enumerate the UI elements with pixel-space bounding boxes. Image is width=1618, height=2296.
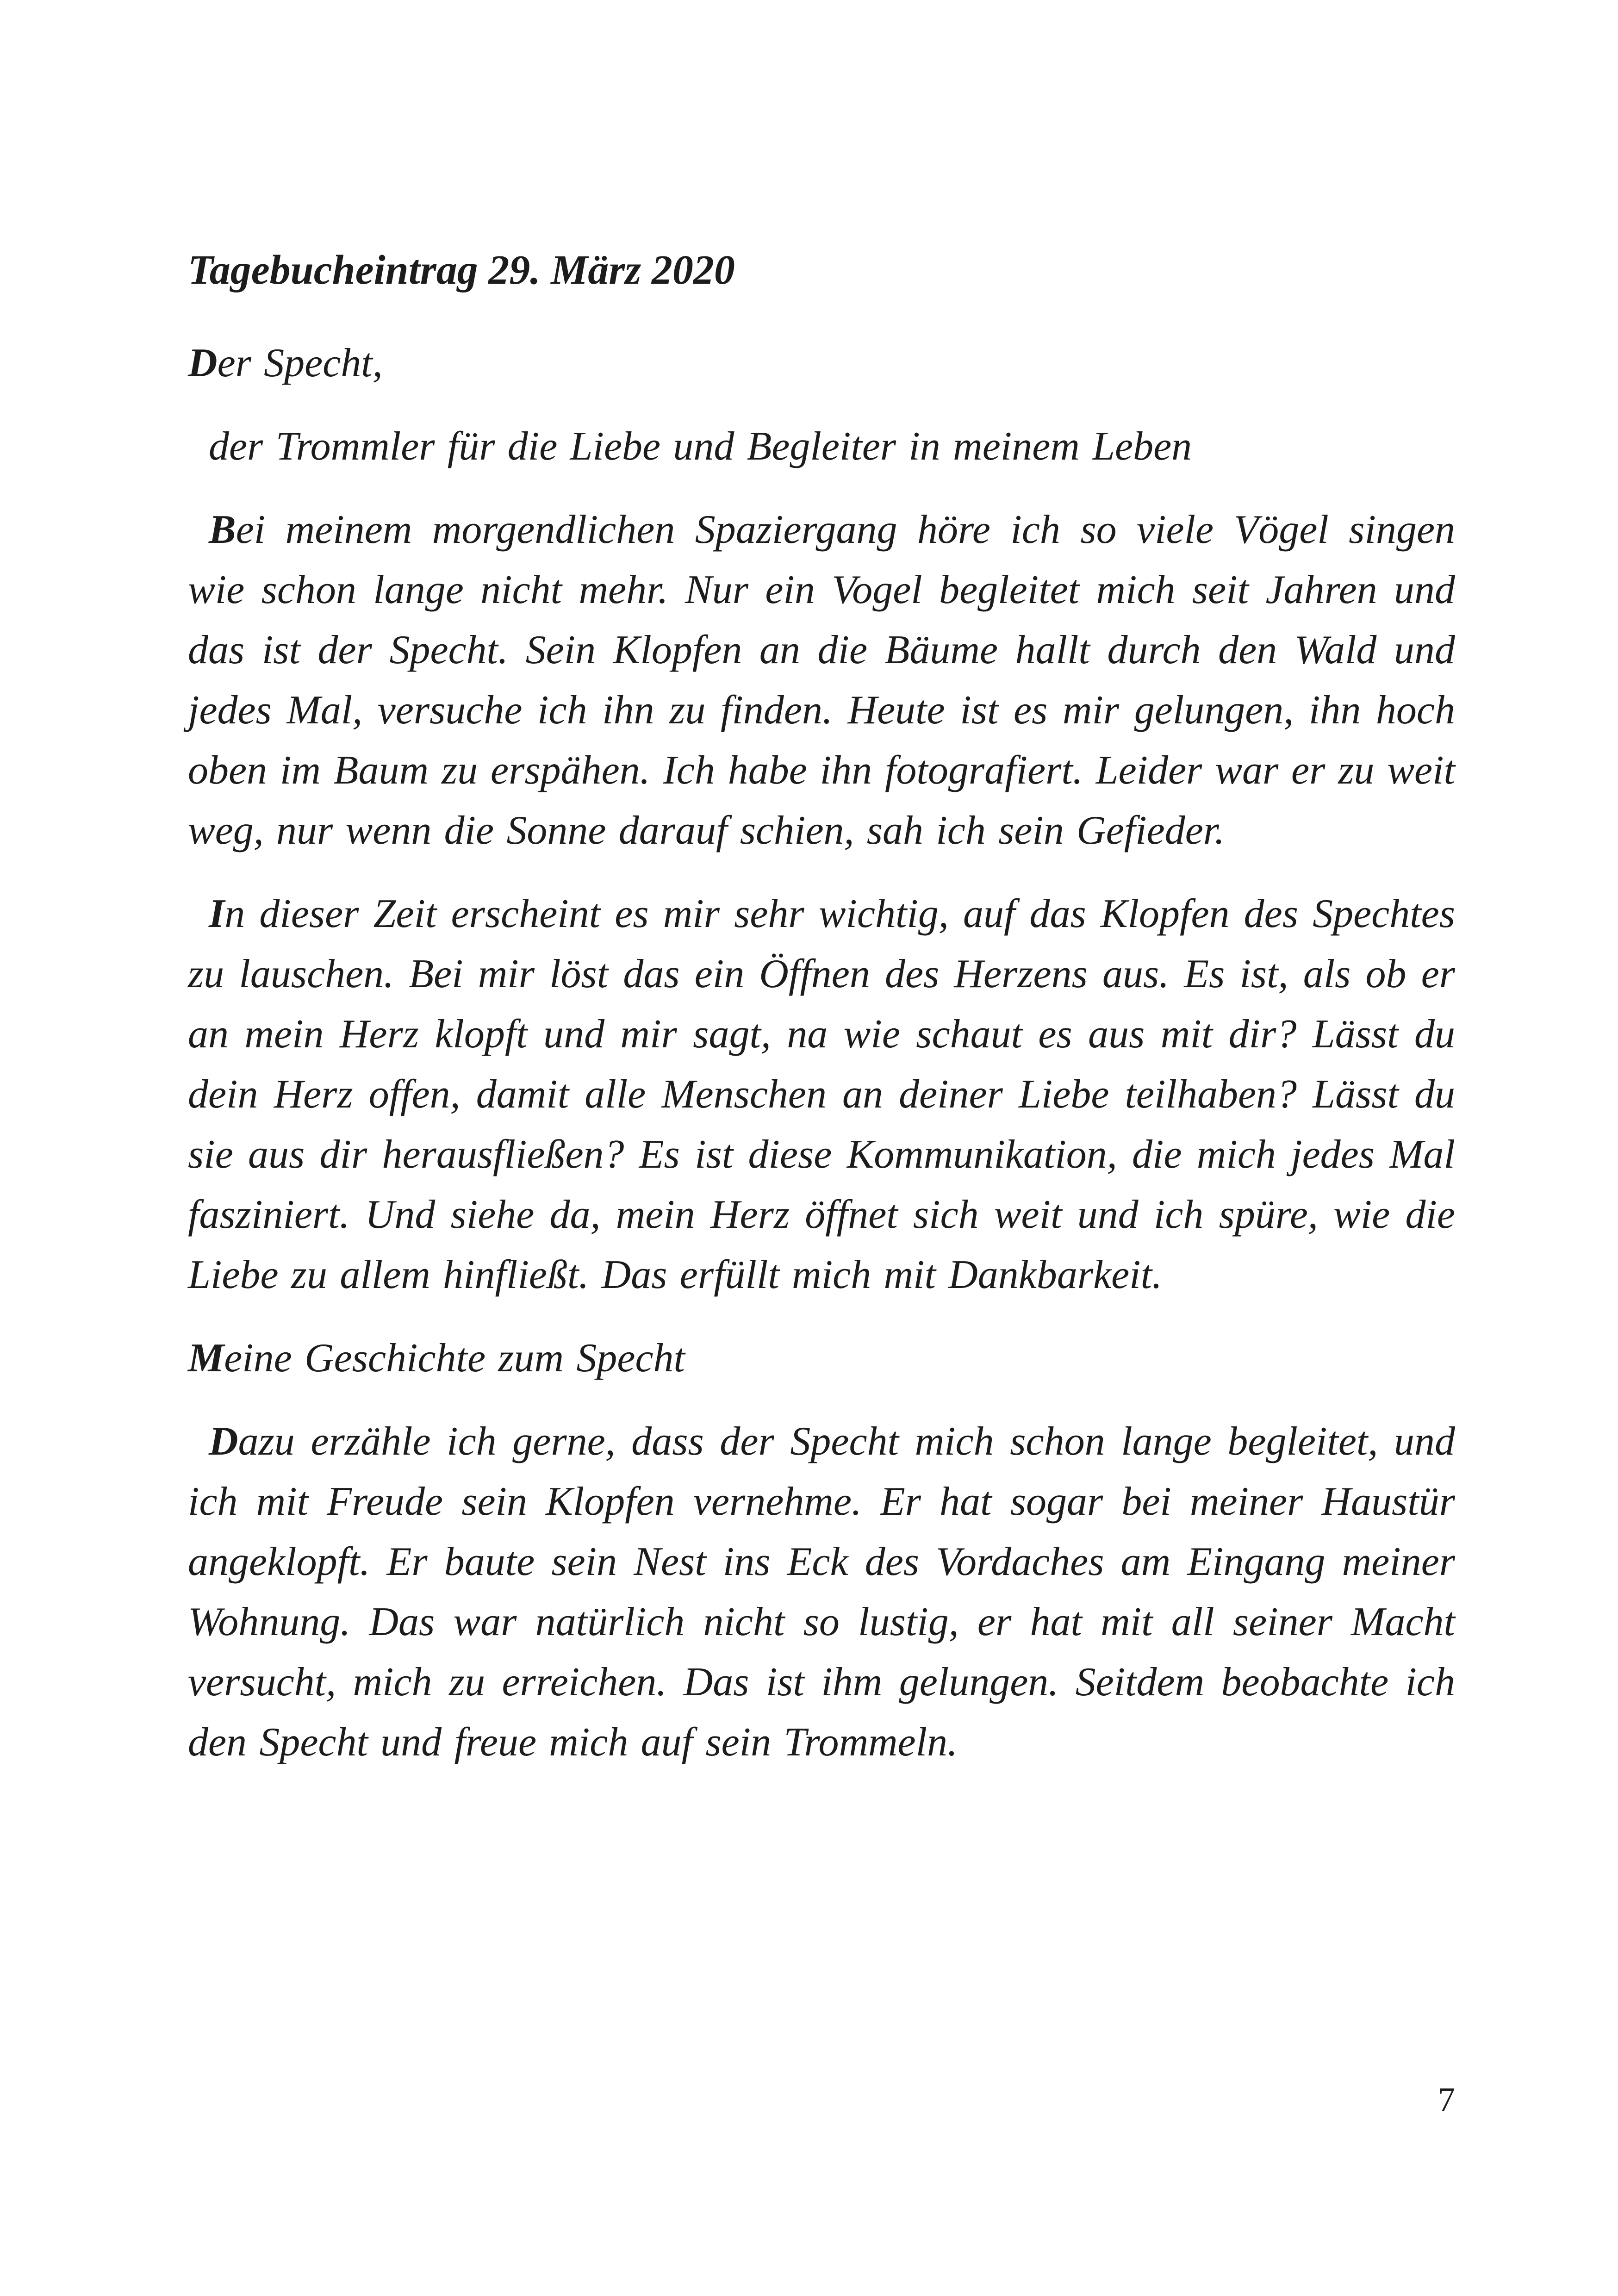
subtitle-text: der Trommler für die Liebe und Begleiter in meinem Leben [209, 424, 1192, 469]
drop-cap: D [209, 1419, 238, 1464]
section-heading [188, 1328, 1455, 1388]
drop-cap: D [188, 341, 218, 386]
paragraph-text: ei meinem morgendlichen Spaziergang höre ich so viele Vögel singen wie schon lange nicht mehr. Nur ein Vogel begleitet mich seit Jahren und das ist der Specht. Sein Klopfen an die Bäume hallt durch den Wald und jedes Mal, versuche ich ihn zu finden. Heute ist es mir gelungen, ihn hoch oben im Baum zu erspähen. Ich habe ihn fotografiert. Leider war er zu weit weg, nur wenn die Sonne darauf schien, sah ich sein Gefieder. [188, 507, 1455, 853]
body-paragraph [188, 1412, 1455, 1773]
diary-salutation [188, 333, 1455, 393]
body-paragraph [188, 884, 1455, 1305]
paragraph-text: azu erzähle ich gerne, dass der Specht mich schon lange begleitet, und ich mit Freude sein Klopfen vernehme. Er hat sogar bei meiner Haustür angeklopft. Er baute sein Nest ins Eck des Vordaches am Eingang meiner Wohnung. Das war natürlich nicht so lustig, er hat mit all seiner Macht versucht, mich zu erreichen. Das ist ihm gelungen. Seitdem beobachte ich den Specht und freue mich auf sein Trommeln. [188, 1419, 1455, 1765]
drop-cap: B [209, 507, 236, 552]
drop-cap: I [209, 891, 225, 936]
paragraph-text: n dieser Zeit erscheint es mir sehr wichtig, auf das Klopfen des Spechtes zu lauschen. Bei mir löst das ein Öffnen des Herzens aus. Es ist, als ob er an mein Herz klopft und mir sagt, na wie schaut es aus mit dir? Lässt du dein Herz offen, damit alle Menschen an deiner Liebe teilhaben? Lässt du sie aus dir herausfließen? Es ist diese Kommunikation, die mich jedes Mal fasziniert. Und siehe da, mein Herz öffnet sich weit und ich spüre, wie die Liebe zu allem hinfließt. Das erfüllt mich mit Dankbarkeit. [188, 891, 1455, 1297]
heading-text: eine Geschichte zum Specht [224, 1336, 685, 1381]
page-number: 7 [1438, 2081, 1455, 2119]
body-paragraph [188, 500, 1455, 861]
salutation-text: er Specht, [217, 341, 383, 386]
drop-cap: M [188, 1336, 224, 1381]
page-title: Tagebucheintrag 29. März 2020 [188, 247, 735, 293]
diary-subtitle [188, 417, 1455, 477]
